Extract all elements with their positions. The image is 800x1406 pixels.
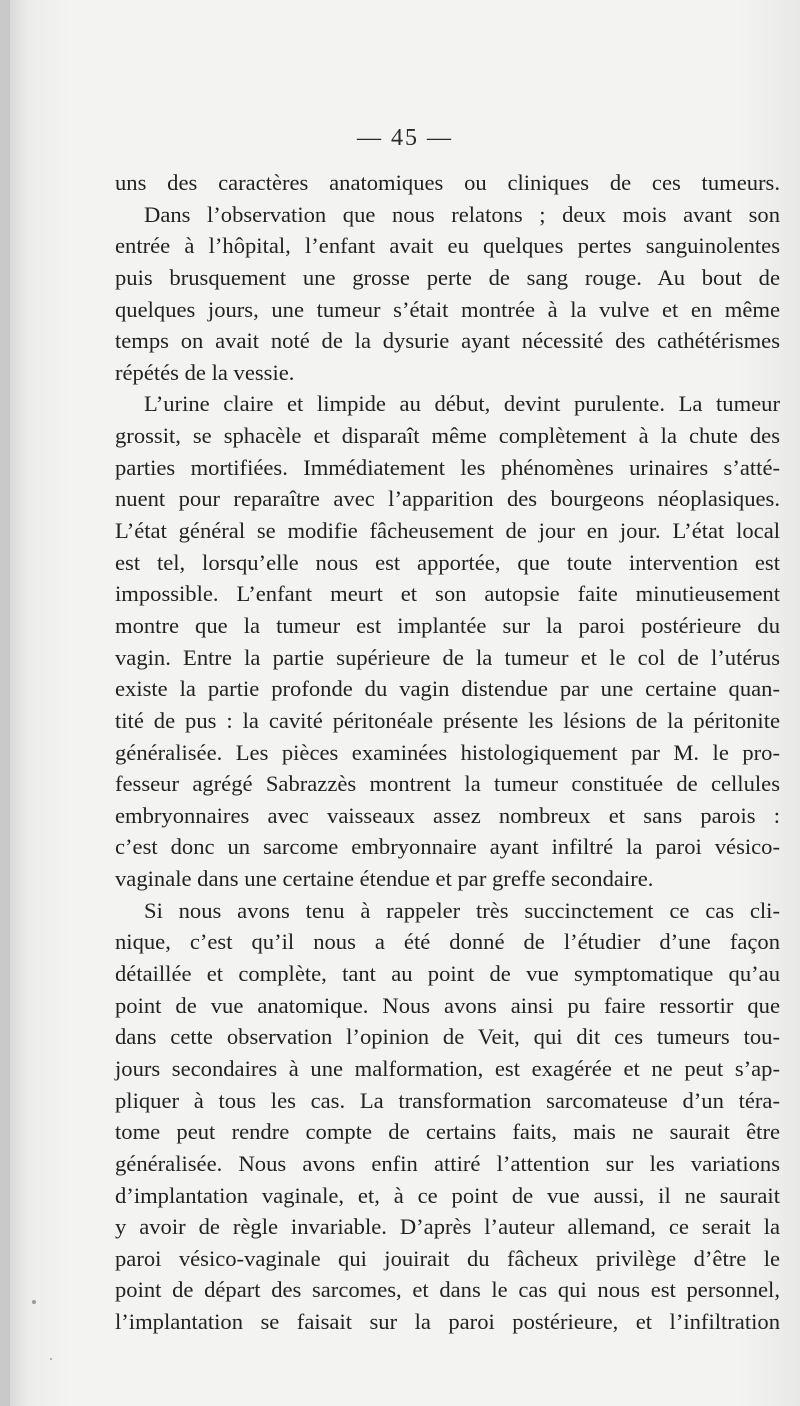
paper-speck: [32, 1300, 36, 1304]
text-line: dans cette observation l’opinion de Veit, qui dit ces tumeurs tou-: [115, 1024, 780, 1050]
text-line: parties mortifiées. Immédiatement les phénomènes urinaires s’atté-: [115, 454, 780, 480]
text-line: détaillée et complète, tant au point de vue symptomatique qu’au: [115, 961, 780, 987]
text-line: nique, c’est qu’il nous a été donné de l’étudier d’une façon: [115, 929, 780, 955]
text-line: Dans l’observation que nous relatons ; deux mois avant son: [144, 201, 780, 227]
text-line: généralisée. Les pièces examinées histologiquement par M. le pro-: [115, 739, 780, 765]
text-line: pliquer à tous les cas. La transformation sarcomateuse d’un téra-: [115, 1087, 780, 1113]
text-line: point de vue anatomique. Nous avons ainsi pu faire ressortir que: [115, 992, 780, 1018]
text-line: impossible. L’enfant meurt et son autopsie faite minutieusement: [115, 581, 780, 607]
text-line: paroi vésico-vaginale qui jouirait du fâcheux privilège d’être le: [115, 1245, 780, 1271]
text-line: puis brusquement une grosse perte de sang rouge. Au bout de: [115, 264, 780, 290]
text-line: nuent pour reparaître avec l’apparition des bourgeons néoplasiques.: [115, 486, 780, 512]
text-line: embryonnaires avec vaisseaux assez nombreux et sans parois :: [115, 802, 780, 828]
text-line: vaginale dans une certaine étendue et par greffe secondaire.: [115, 866, 654, 892]
text-line: tome peut rendre compte de certains faits, mais ne saurait être: [115, 1119, 780, 1145]
text-line: temps on avait noté de la dysurie ayant nécessité des cathétérismes: [115, 328, 780, 354]
text-line: existe la partie profonde du vagin distendue par une certaine quan-: [115, 676, 780, 702]
text-line: généralisée. Nous avons enfin attiré l’attention sur les variations: [115, 1150, 780, 1176]
paper-speck: [50, 1358, 52, 1360]
text-line: jours secondaires à une malformation, est exagérée et ne peut s’ap-: [115, 1055, 780, 1081]
text-line: fesseur agrégé Sabrazzès montrent la tumeur constituée de cellules: [115, 771, 780, 797]
book-page: [10, 0, 800, 1406]
text-line: répétés de la vessie.: [115, 359, 295, 385]
text-line: L’urine claire et limpide au début, devint purulente. La tumeur: [144, 391, 780, 417]
text-line: point de départ des sarcomes, et dans le cas qui nous est personnel,: [115, 1277, 780, 1303]
text-line: montre que la tumeur est implantée sur la paroi postérieure du: [115, 612, 780, 638]
text-line: tité de pus : la cavité péritonéale présente les lésions de la péritonite: [115, 707, 780, 733]
text-line: est tel, lorsqu’elle nous est apportée, que toute intervention est: [115, 549, 780, 575]
text-line: entrée à l’hôpital, l’enfant avait eu quelques pertes sanguinolentes: [115, 233, 780, 259]
text-line: vagin. Entre la partie supérieure de la tumeur et le col de l’utérus: [115, 644, 780, 670]
body-text: [115, 167, 780, 1338]
text-line: quelques jours, une tumeur s’était montrée à la vulve et en même: [115, 296, 780, 322]
page-number: — 45 —: [357, 125, 453, 151]
text-line: c’est donc un sarcome embryonnaire ayant infiltré la paroi vésico-: [115, 834, 780, 860]
text-line: Si nous avons tenu à rappeler très succinctement ce cas cli-: [144, 897, 780, 923]
text-line: uns des caractères anatomiques ou cliniques de ces tumeurs.: [115, 170, 780, 195]
text-line: d’implantation vaginale, et, à ce point de vue aussi, il ne saurait: [115, 1182, 780, 1208]
text-line: y avoir de règle invariable. D’après l’auteur allemand, ce serait la: [115, 1214, 780, 1240]
text-line: L’état général se modifie fâcheusement de jour en jour. L’état local: [115, 518, 780, 544]
text-line: l’implantation se faisait sur la paroi postérieure, et l’infiltration: [115, 1309, 780, 1335]
text-line: grossit, se sphacèle et disparaît même complètement à la chute des: [115, 423, 780, 449]
